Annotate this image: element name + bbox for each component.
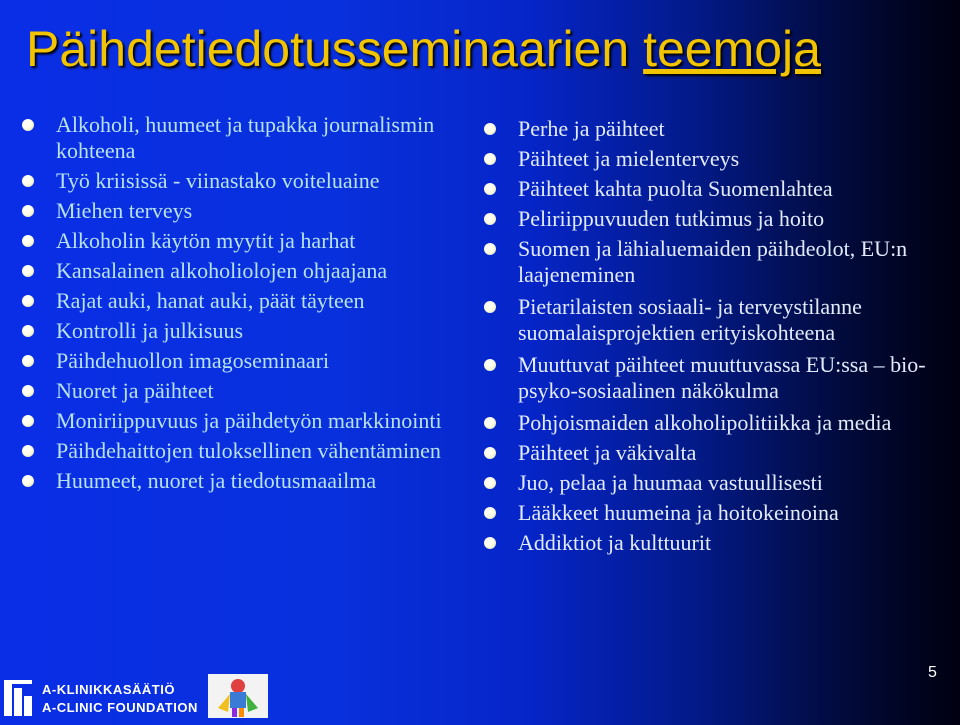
list-item: Miehen terveys bbox=[22, 198, 462, 224]
a-clinic-logo-icon bbox=[0, 676, 40, 720]
list-item: Peliriippuvuuden tutkimus ja hoito bbox=[482, 206, 952, 232]
bullet-icon bbox=[484, 183, 496, 195]
bullet-icon bbox=[22, 205, 34, 217]
list-item: Perhe ja päihteet bbox=[482, 116, 952, 142]
bullet-icon bbox=[484, 477, 496, 489]
bullet-icon bbox=[22, 265, 34, 277]
page-number: 5 bbox=[928, 664, 937, 681]
bullet-icon bbox=[484, 417, 496, 429]
list-item: Alkoholi, huumeet ja tupakka journalismin kohteena bbox=[22, 112, 462, 164]
bullet-icon bbox=[484, 213, 496, 225]
bullet-icon bbox=[22, 385, 34, 397]
bullet-icon bbox=[484, 359, 496, 371]
list-item: Päihdehuollon imagoseminaari bbox=[22, 348, 462, 374]
figure-icon bbox=[208, 674, 268, 718]
list-item: Moniriippuvuus ja päihdetyön markkinointi bbox=[22, 408, 462, 434]
bullet-icon bbox=[484, 447, 496, 459]
slide-title-underlined: teemoja bbox=[643, 21, 821, 77]
list-item: Kontrolli ja julkisuus bbox=[22, 318, 462, 344]
list-item: Juo, pelaa ja huumaa vastuullisesti bbox=[482, 470, 952, 496]
right-topic-list bbox=[482, 116, 952, 560]
slide-title-main: Päihdetiedotusseminaarien bbox=[26, 21, 630, 77]
bullet-icon bbox=[22, 355, 34, 367]
left-topic-list bbox=[22, 112, 462, 498]
list-item: Päihteet kahta puolta Suomenlahtea bbox=[482, 176, 952, 202]
list-item: Addiktiot ja kulttuurit bbox=[482, 530, 952, 556]
list-item: Kansalainen alkoholiolojen ohjaajana bbox=[22, 258, 462, 284]
list-item: Pohjoismaiden alkoholipolitiikka ja media bbox=[482, 410, 952, 436]
list-item: Rajat auki, hanat auki, päät täyteen bbox=[22, 288, 462, 314]
list-item: Huumeet, nuoret ja tiedotusmaailma bbox=[22, 468, 462, 494]
bullet-icon bbox=[22, 325, 34, 337]
colorful-figure-image bbox=[208, 674, 268, 718]
bullet-icon bbox=[484, 123, 496, 135]
bullet-icon bbox=[22, 295, 34, 307]
list-item: Päihteet ja väkivalta bbox=[482, 440, 952, 466]
logo-line-2: A-CLINIC FOUNDATION bbox=[42, 700, 198, 715]
list-item: Päihteet ja mielenterveys bbox=[482, 146, 952, 172]
list-item: Työ kriisissä - viinastako voiteluaine bbox=[22, 168, 462, 194]
bullet-icon bbox=[484, 243, 496, 255]
a-clinic-logo bbox=[0, 676, 198, 720]
bullet-icon bbox=[484, 301, 496, 313]
slide-title bbox=[26, 14, 956, 84]
bullet-icon bbox=[22, 475, 34, 487]
bullet-icon bbox=[22, 235, 34, 247]
bullet-icon bbox=[22, 445, 34, 457]
list-item: Suomen ja lähialuemaiden päihdeolot, EU:n laajeneminen bbox=[482, 236, 952, 288]
list-item: Pietarilaisten sosiaali- ja terveystilanne suomalaisprojektien erityiskohteena bbox=[482, 294, 952, 346]
bullet-icon bbox=[484, 153, 496, 165]
list-item: Lääkkeet huumeina ja hoitokeinoina bbox=[482, 500, 952, 526]
bullet-icon bbox=[22, 175, 34, 187]
list-item: Päihdehaittojen tuloksellinen vähentäminen bbox=[22, 438, 462, 464]
list-item: Nuoret ja päihteet bbox=[22, 378, 462, 404]
bullet-icon bbox=[484, 537, 496, 549]
bullet-icon bbox=[22, 119, 34, 131]
bullet-icon bbox=[484, 507, 496, 519]
list-item: Alkoholin käytön myytit ja harhat bbox=[22, 228, 462, 254]
logo-line-1: A-KLINIKKASÄÄTIÖ bbox=[42, 682, 175, 697]
bullet-icon bbox=[22, 415, 34, 427]
list-item: Muuttuvat päihteet muuttuvassa EU:ssa – bio-psyko-sosiaalinen näkökulma bbox=[482, 352, 952, 404]
